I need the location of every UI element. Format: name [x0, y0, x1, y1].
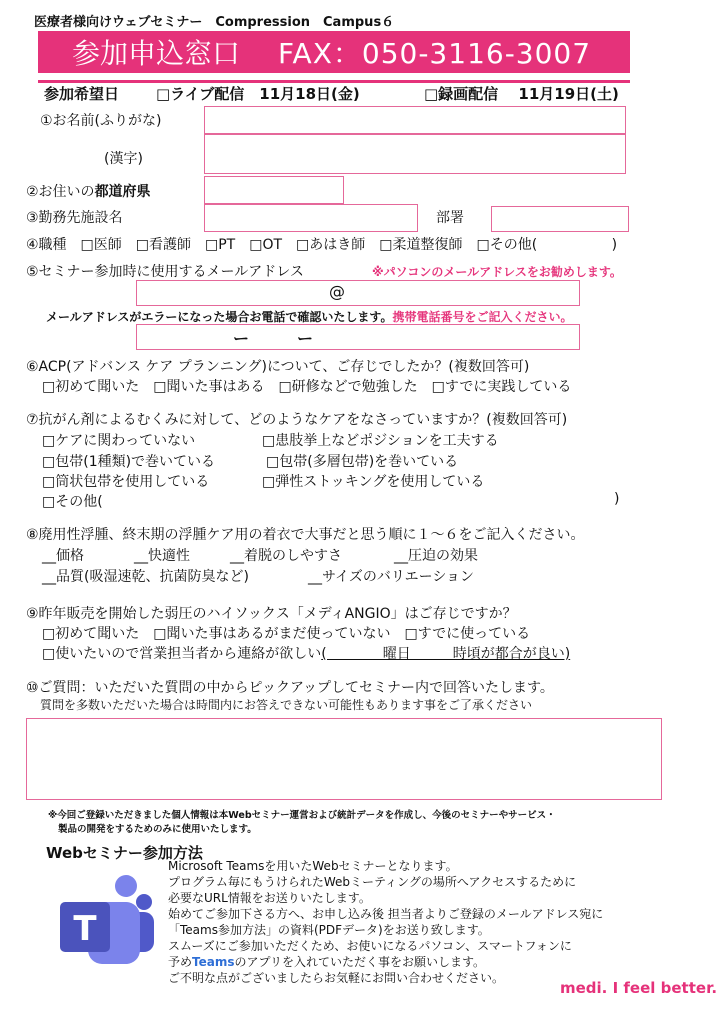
name-kanji-label: (漢字) — [104, 151, 143, 167]
web-line-6: スムーズにご参加いただくため、お使いになるパソコン、スマートフォンに — [168, 939, 572, 953]
email-at-sign: @ — [329, 282, 345, 301]
q7-option-other-close: ) — [614, 491, 620, 507]
address-label — [26, 181, 151, 201]
department-label: 部署 — [436, 210, 464, 226]
occupation-options[interactable]: ④職種 □医師 □看護師 □PT □OT □あはき師 □柔道整復師 □その他( ) — [26, 237, 618, 253]
facility-field[interactable] — [204, 204, 418, 232]
q6-options[interactable]: □初めて聞いた □聞いた事はある □研修などで勉強した □すでに実践している — [42, 379, 572, 395]
q7-option-1[interactable]: □ケアに関わっていない — [42, 433, 196, 449]
email-label: ⑤セミナー参加時に使用するメールアドレス — [26, 264, 304, 280]
name-kana-label: ①お名前(ふりがな) — [40, 113, 162, 129]
live-option[interactable]: □ライブ配信 11月18日(金) — [156, 85, 360, 103]
q8-item-comfort[interactable]: __快適性 — [134, 548, 190, 564]
participation-label: 参加希望日 — [44, 85, 120, 103]
prefecture-field[interactable] — [204, 176, 344, 204]
address-label-bold: 都道府県 — [94, 184, 151, 200]
document-header: 医療者様向けウェブセミナー Compression Campus６ — [34, 15, 395, 30]
q7-option-4[interactable]: □包帯(多層包帯)を巻いている — [266, 454, 459, 470]
brand-slogan: medi. I feel better. — [560, 979, 718, 997]
web-line-5: 「Teams参加方法」の資料(PDFデータ)をお送り致します。 — [168, 923, 490, 937]
privacy-note-line2: 製品の開発をするためのみに使用いたします。 — [58, 824, 257, 835]
q9-question: ⑨昨年販売を開始した弱圧のハイソックス「メディANGIO」はご存じですか？ — [26, 606, 517, 622]
web-line-7 — [168, 953, 485, 970]
name-kana-field[interactable] — [204, 106, 626, 134]
teams-app-name: Teams — [192, 955, 235, 969]
web-line-1: Microsoft Teamsを用いたWebセミナーとなります。 — [168, 859, 458, 873]
q9-contact-fill: ( 曜日 時頃が都合が良い) — [321, 646, 571, 662]
phone-dashes: ー ー — [233, 329, 314, 348]
banner-label: 参加申込窓口 — [72, 37, 241, 70]
q7-question: ⑦抗がん剤によるむくみに対して、どのようなケアをなさっていますか？(複数回答可) — [26, 412, 568, 428]
q8-item-dressing[interactable]: __着脱のしやすさ — [230, 548, 342, 564]
phone-note-emphasis: 携帯電話番号をご記入ください。 — [392, 310, 573, 324]
web-line-8: ご不明な点がございましたらお気軽にお問い合わせください。 — [168, 971, 505, 985]
teams-icon — [58, 872, 156, 972]
q9-options[interactable]: □初めて聞いた □聞いた事はあるがまだ使っていない □すでに使っている — [42, 626, 531, 642]
q8-item-size[interactable]: __サイズのバリエーション — [308, 569, 475, 585]
privacy-note-line1: ※今回ご登録いただきました個人情報は本Webセミナー運営および統計データを作成し、今後のセミナーやサービス・ — [48, 810, 556, 821]
web-line-7-post: のアプリを入れていただく事をお願いします。 — [234, 955, 486, 969]
name-kanji-field[interactable] — [204, 134, 626, 174]
q9-contact-option[interactable] — [42, 643, 570, 663]
q8-item-compression[interactable]: __圧迫の効果 — [394, 548, 478, 564]
q6-question: ⑥ACP(アドバンス ケア プランニング)について、ご存じでしたか？(複数回答可) — [26, 359, 530, 375]
q7-option-3[interactable]: □包帯(1種類)で巻いている — [42, 454, 216, 470]
q8-item-quality[interactable]: __品質(吸湿速乾、抗菌防臭など) — [42, 569, 249, 585]
web-line-3: 必要なURL情報をお送りいたします。 — [168, 891, 371, 905]
phone-note — [46, 308, 572, 325]
recorded-option[interactable]: □録画配信 11月19日(土) — [424, 85, 619, 103]
email-field[interactable] — [136, 280, 580, 306]
web-line-7-pre: 予め — [168, 955, 193, 969]
q8-question: ⑧廃用性浮腫、終末期の浮腫ケア用の着衣で大事だと思う順に１～６をご記入ください。 — [26, 527, 585, 543]
fax-banner — [38, 31, 630, 73]
address-label-prefix: ②お住いの — [26, 184, 95, 200]
q10-question: ⑩ご質問：いただいた質問の中からピックアップしてセミナー内で回答いたします。 — [26, 680, 554, 696]
q10-note: 質問を多数いただいた場合は時間内にお答えできない可能性もあります事をご了承ください — [40, 698, 533, 712]
q7-option-5[interactable]: □筒状包帯を使用している — [42, 474, 210, 490]
teams-logo-letter: T — [73, 909, 97, 949]
q7-option-2[interactable]: □患肢挙上などポジションを工夫する — [262, 433, 499, 449]
q8-item-price[interactable]: __価格 — [42, 548, 84, 564]
fax-number: FAX：050-3116-3007 — [278, 37, 592, 70]
phone-field[interactable] — [136, 324, 580, 350]
q7-option-other[interactable]: □その他( — [42, 494, 103, 510]
q9-contact-text: □使いたいので営業担当者から連絡が欲しい — [42, 646, 322, 662]
facility-label: ③勤務先施設名 — [26, 210, 123, 226]
web-line-4: 始めてご参加下さる方へ、お申し込み後 担当者よりご登録のメールアドレス宛に — [168, 907, 604, 921]
department-field[interactable] — [491, 206, 629, 232]
web-line-2: プログラム毎にもうけられたWebミーティングの場所へアクセスするために — [168, 875, 577, 889]
phone-note-text: メールアドレスがエラーになった場合お電話で確認いたします。 — [46, 310, 393, 324]
web-seminar-heading: Webセミナー参加方法 — [46, 844, 203, 862]
email-note: ※パソコンのメールアドレスをお勧めします。 — [372, 265, 622, 279]
question-textarea[interactable] — [26, 718, 662, 800]
q7-option-6[interactable]: □弾性ストッキングを使用している — [262, 474, 485, 490]
